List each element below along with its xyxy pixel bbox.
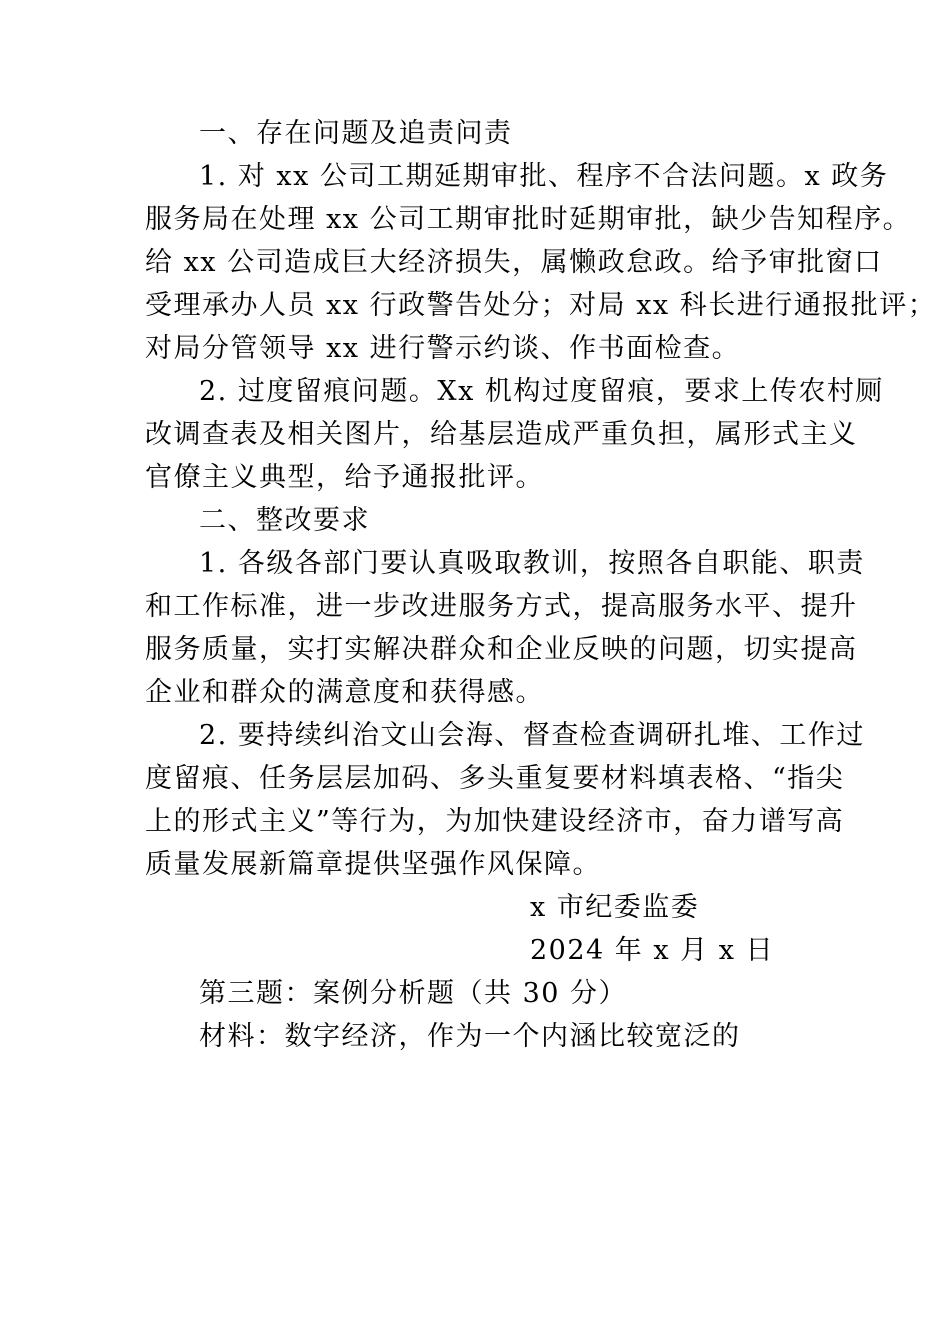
paragraph	[145, 370, 884, 499]
signature-org: x 市纪委监委	[530, 892, 700, 923]
paragraph-line: 官僚主义典型，给予通报批评。	[145, 462, 544, 493]
paragraph-line: 2. 过度留痕问题。Xx 机构过度留痕，要求上传农村厕	[199, 376, 884, 407]
paragraph-line: 度留痕、任务层层加码、多头重复要材料填表格、“指尖	[145, 763, 845, 794]
paragraph-line: 和工作标准，进一步改进服务方式，提高服务水平、提升	[145, 591, 858, 622]
section-heading: 二、整改要求	[199, 505, 370, 536]
section-heading: 一、存在问题及追责问责	[199, 118, 513, 149]
paragraph-line: 受理承办人员 xx 行政警告处分；对局 xx 科长进行通报批评；	[145, 290, 937, 321]
paragraph	[145, 542, 865, 714]
paragraph-line: 上的形式主义”等行为，为加快建设经济市，奋力谱写高	[145, 806, 845, 837]
paragraph-line: 服务质量，实打实解决群众和企业反映的问题，切实提高	[145, 634, 858, 665]
paragraph-line: 2. 要持续纠治文山会海、督查检查调研扎堆、工作过	[199, 720, 865, 751]
document-body	[145, 112, 937, 1058]
paragraph-line: 质量发展新篇章提供坚强作风保障。	[145, 849, 601, 880]
question-material: 材料：数字经济，作为一个内涵比较宽泛的	[199, 1021, 741, 1052]
paragraph-line: 企业和群众的满意度和获得感。	[145, 677, 544, 708]
question-title: 第三题：案例分析题（共 30 分）	[199, 978, 628, 1009]
signature-date: 2024 年 x 月 x 日	[530, 935, 775, 966]
paragraph-line: 1. 对 xx 公司工期延期审批、程序不合法问题。x 政务	[199, 161, 889, 192]
paragraph-line: 给 xx 公司造成巨大经济损失，属懒政怠政。给予审批窗口	[145, 247, 883, 278]
paragraph	[145, 155, 937, 370]
paragraph-line: 对局分管领导 xx 进行警示约谈、作书面检查。	[145, 333, 741, 364]
paragraph-line: 1. 各级各部门要认真吸取教训，按照各自职能、职责	[199, 548, 865, 579]
paragraph-line: 改调查表及相关图片，给基层造成严重负担，属形式主义	[145, 419, 858, 450]
paragraph-line: 服务局在处理 xx 公司工期审批时延期审批，缺少告知程序。	[145, 204, 912, 235]
paragraph	[145, 714, 865, 886]
